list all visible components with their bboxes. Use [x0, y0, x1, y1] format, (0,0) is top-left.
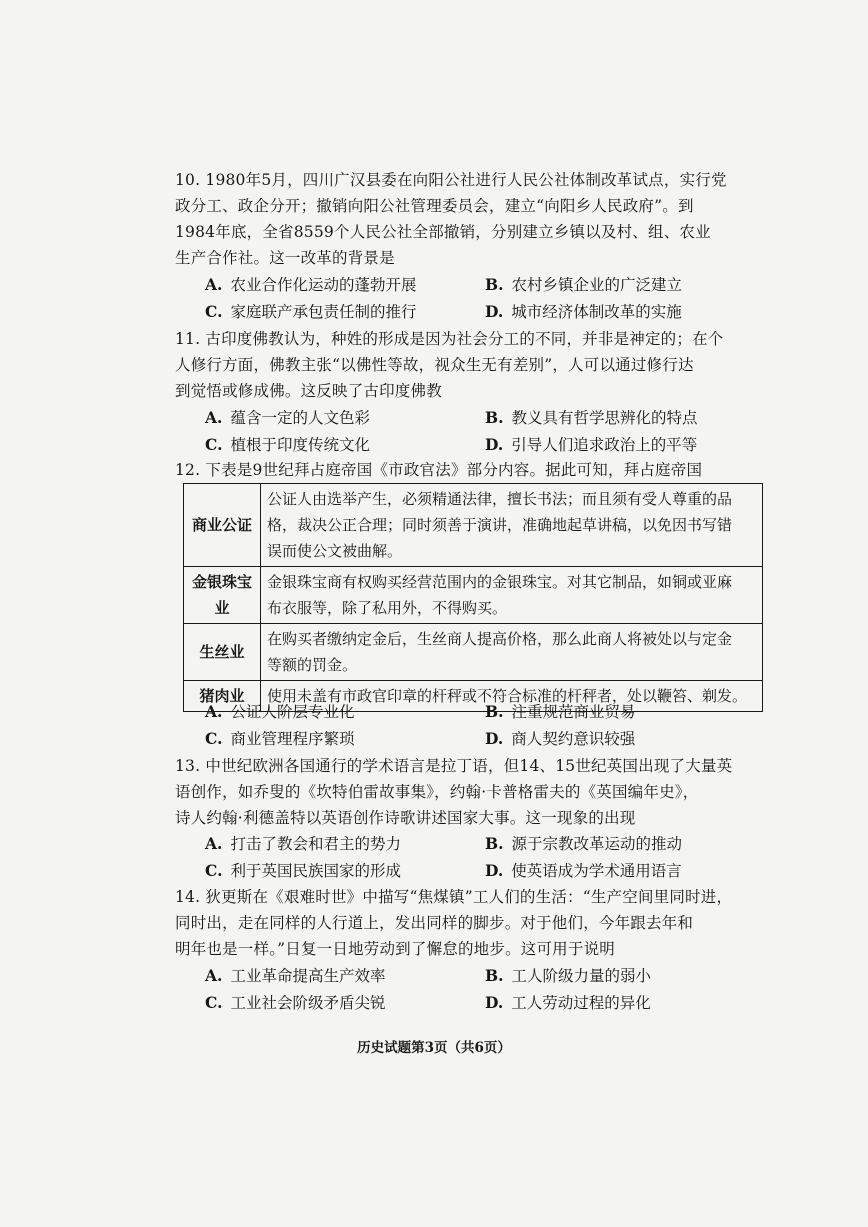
- option-label: A.: [205, 275, 223, 294]
- option-c[interactable]: [205, 432, 485, 459]
- option-c[interactable]: [205, 299, 485, 326]
- option-label: C.: [205, 728, 223, 748]
- option-text: 植根于印度传统文化: [230, 435, 370, 454]
- table-row: [184, 567, 763, 624]
- option-text: 教义具有哲学思辨化的特点: [511, 409, 698, 427]
- description-line: 布衣服等，除了私用外，不得购买。: [267, 599, 508, 617]
- question-14: [175, 884, 765, 962]
- option-label: B.: [485, 702, 504, 721]
- question-12-options: [205, 699, 765, 752]
- option-text: 商人契约意识较强: [511, 729, 636, 748]
- description-line: 误而使公文被曲解。: [267, 542, 403, 560]
- option-text: 蕴含一定的人文色彩: [230, 409, 370, 427]
- option-text: 工业革命提高生产效率: [230, 967, 386, 985]
- option-b[interactable]: [485, 963, 765, 990]
- option-text: 利于英国民族国家的形成: [230, 861, 401, 880]
- option-text: 工人劳动过程的异化: [511, 993, 651, 1012]
- question-14-line-1: 14. 狄更斯在《艰难时世》中描写“焦煤镇”工人们的生活：“生产空间里同时进，: [175, 888, 733, 906]
- option-b[interactable]: [485, 831, 765, 858]
- table-category-cell: [184, 567, 261, 624]
- option-text: 公证人阶层专业化: [230, 703, 355, 721]
- option-b[interactable]: [485, 272, 765, 299]
- description-line: 公证人由选举产生，必须精通法律，擅长书法；而且须有受人尊重的品: [267, 490, 733, 508]
- option-label: D.: [485, 728, 504, 748]
- option-label: C.: [205, 301, 223, 321]
- option-text: 引导人们追求政治上的平等: [511, 435, 698, 454]
- option-label: B.: [485, 275, 504, 294]
- category-label: 金银珠宝业: [191, 573, 252, 617]
- option-text: 家庭联产承包责任制的推行: [230, 302, 417, 321]
- question-14-line-2: 同时出，走在同样的人行道上，发出同样的脚步。对于他们，今年跟去年和: [175, 914, 694, 932]
- table-row: [184, 624, 763, 681]
- option-label: A.: [205, 702, 223, 721]
- option-text: 商业管理程序繁琐: [230, 729, 355, 748]
- option-a[interactable]: [205, 405, 485, 432]
- question-14-options: [205, 963, 765, 1016]
- question-11-line-3: 到觉悟或修成佛。这反映了古印度佛教: [175, 382, 442, 400]
- category-label: 生丝业: [199, 643, 245, 661]
- option-label: C.: [205, 860, 223, 880]
- question-13-line-2: 语创作，如乔叟的《坎特伯雷故事集》，约翰·卡普格雷夫的《英国编年史》，: [175, 783, 699, 801]
- description-line: 在购买者缴纳定金后，生丝商人提高价格，那么此商人将被处以与定金: [267, 630, 733, 648]
- table-description-cell: [261, 484, 763, 567]
- option-label: D.: [485, 860, 504, 880]
- question-11-line-2: 人修行方面，佛教主张“以佛性等故，视众生无有差别”，人可以通过修行达: [175, 356, 694, 374]
- option-d[interactable]: [485, 858, 765, 885]
- question-11-options: [205, 405, 765, 458]
- question-12-stem: 12. 下表是9世纪拜占庭帝国《市政官法》部分内容。据此可知，拜占庭帝国: [175, 461, 703, 479]
- table-row: [184, 484, 763, 567]
- option-text: 工业社会阶级矛盾尖锐: [230, 993, 386, 1012]
- option-d[interactable]: [485, 990, 765, 1017]
- option-label: C.: [205, 434, 223, 454]
- description-line: 格，裁决公正合理；同时须善于演讲，准确地起草讲稿，以免因书写错: [267, 516, 733, 534]
- option-text: 城市经济体制改革的实施: [511, 302, 682, 321]
- option-a[interactable]: [205, 699, 485, 726]
- table-category-cell: [184, 484, 261, 567]
- option-c[interactable]: [205, 726, 485, 753]
- option-c[interactable]: [205, 990, 485, 1017]
- option-label: A.: [205, 966, 223, 985]
- option-label: D.: [485, 434, 504, 454]
- question-10-line-3: 1984年底，全省8559个人民公社全部撤销，分别建立乡镇以及村、组、农业: [175, 223, 711, 241]
- question-11: [175, 326, 765, 404]
- option-label: B.: [485, 408, 504, 427]
- question-13-line-3: 诗人约翰·利德盖特以英语创作诗歌讲述国家大事。这一现象的出现: [175, 809, 636, 827]
- option-text: 注重规范商业贸易: [511, 703, 636, 721]
- description-line: 使用未盖有市政官印章的杆秤或不符合标准的杆秤者，处以鞭笞、剃发。: [267, 687, 748, 705]
- option-d[interactable]: [485, 299, 765, 326]
- question-11-line-1: 11. 古印度佛教认为，种姓的形成是因为社会分工的不同，并非是神定的；在个: [175, 330, 724, 348]
- option-label: B.: [485, 966, 504, 985]
- question-10-line-2: 政分工、政企分开；撤销向阳公社管理委员会，建立“向阳乡人民政府”。到: [175, 197, 694, 215]
- question-10-line-1: 10. 1980年5月，四川广汉县委在向阳公社进行人民公社体制改革试点，实行党: [175, 171, 727, 189]
- option-label: B.: [485, 834, 504, 853]
- option-text: 使英语成为学术通用语言: [511, 861, 682, 880]
- description-line: 等额的罚金。: [267, 656, 358, 674]
- option-label: D.: [485, 992, 504, 1012]
- question-14-line-3: 明年也是一样。”日复一日地劳动到了懈怠的地步。这可用于说明: [175, 940, 615, 958]
- question-10: [175, 167, 765, 271]
- option-c[interactable]: [205, 858, 485, 885]
- municipal-law-table: [183, 483, 763, 712]
- option-d[interactable]: [485, 726, 765, 753]
- option-d[interactable]: [485, 432, 765, 459]
- option-b[interactable]: [485, 699, 765, 726]
- option-text: 农村乡镇企业的广泛建立: [511, 276, 683, 294]
- option-label: D.: [485, 301, 504, 321]
- question-13: [175, 753, 765, 831]
- question-10-options: [205, 272, 765, 325]
- question-10-line-4: 生产合作社。这一改革的背景是: [175, 249, 395, 267]
- question-13-options: [205, 831, 765, 884]
- description-line: 金银珠宝商有权购买经营范围内的金银珠宝。对其它制品，如铜或亚麻: [267, 573, 733, 591]
- option-label: C.: [205, 992, 223, 1012]
- option-a[interactable]: [205, 831, 485, 858]
- question-13-line-1: 13. 中世纪欧洲各国通行的学术语言是拉丁语，但14、15世纪英国出现了大量英: [175, 757, 733, 775]
- category-label: 商业公证: [191, 516, 252, 534]
- option-text: 打击了教会和君主的势力: [230, 835, 401, 853]
- category-label: 猪肉业: [199, 687, 245, 705]
- option-label: A.: [205, 408, 223, 427]
- table-description-cell: [261, 567, 763, 624]
- table-description-cell: [261, 624, 763, 681]
- option-text: 农业合作化运动的蓬勃开展: [230, 276, 417, 294]
- option-text: 源于宗教改革运动的推动: [511, 835, 683, 853]
- question-12: [175, 457, 765, 483]
- option-b[interactable]: [485, 405, 765, 432]
- table-category-cell: [184, 624, 261, 681]
- option-a[interactable]: [205, 963, 485, 990]
- page-footer: 历史试题第3页（共6页）: [357, 1040, 511, 1056]
- option-label: A.: [205, 834, 223, 853]
- option-a[interactable]: [205, 272, 485, 299]
- option-text: 工人阶级力量的弱小: [511, 967, 652, 985]
